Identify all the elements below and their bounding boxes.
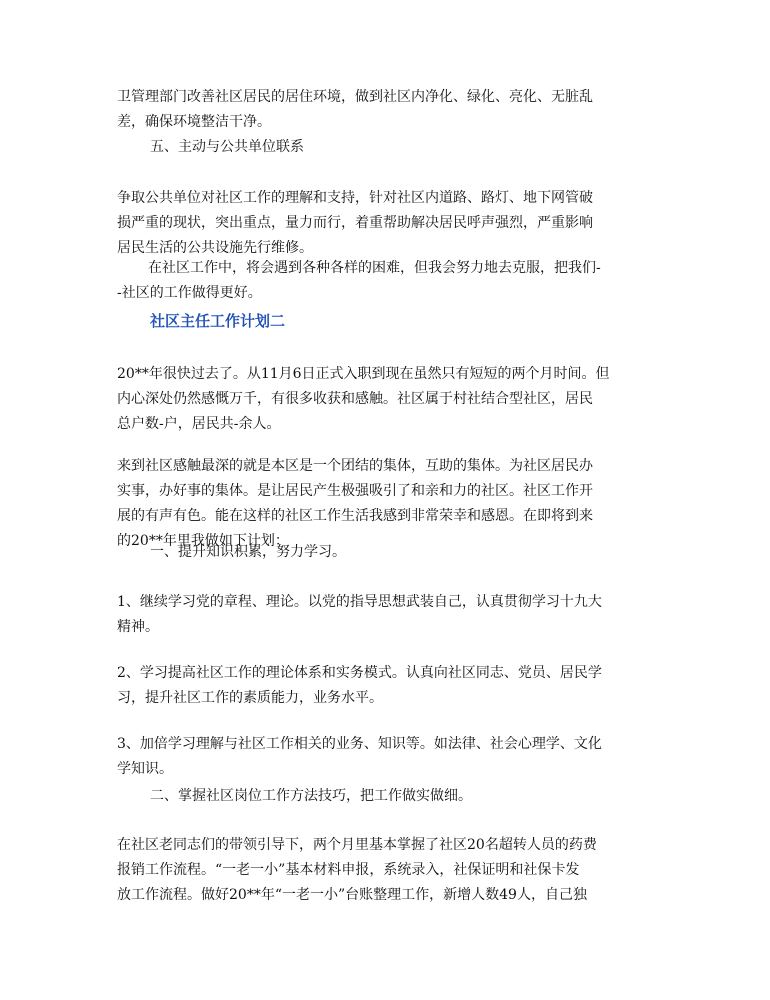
section-heading-two [150, 784, 690, 809]
paragraph-public-units [117, 186, 657, 261]
plan-two-heading: 社区主任工作计划二 [150, 312, 286, 330]
text-line: 居民生活的公共设施先行维修。 [117, 240, 313, 256]
text-line: 习，提升社区工作的素质能力，业务水平。 [117, 690, 383, 706]
section-heading-five [150, 135, 690, 160]
text-line: 二、掌握社区岗位工作方法技巧，把工作做实做细。 [150, 788, 472, 804]
text-line: 20**年很快过去了。从11月6日正式入职到现在虽然只有短短的两个月时间。但 [117, 366, 610, 382]
paragraph-community [117, 454, 657, 554]
text-line: 差，确保环境整洁干净。 [117, 114, 271, 130]
text-line: 的20**年里我做如下计划： [117, 533, 289, 549]
text-line: 内心深处仍然感慨万千，有很多收获和感触。社区属于村社结合型社区，居民 [117, 391, 593, 407]
text-line: 争取公共单位对社区工作的理解和支持，针对社区内道路、路灯、地下网管破 [117, 190, 593, 206]
text-line: 卫管理部门改善社区居民的居住环境，做到社区内净化、绿化、亮化、无脏乱 [117, 89, 593, 105]
text-line: 2、学习提高社区工作的理论体系和实务模式。认真向社区同志、党员、居民学 [117, 665, 602, 681]
list-item-3 [117, 732, 657, 782]
text-line: 学知识。 [117, 761, 173, 777]
list-item-1 [117, 590, 657, 640]
paragraph-intro [117, 362, 657, 437]
text-line: 展的有声有色。能在这样的社区工作生活我感到非常荣幸和感恩。在即将到来 [117, 508, 593, 524]
text-line: 五、主动与公共单位联系 [150, 139, 304, 155]
text-line: 一、提升知识积累，努力学习。 [150, 544, 346, 560]
text-line: 来到社区感触最深的就是本区是一个团结的集体，互助的集体。为社区居民办 [117, 458, 593, 474]
text-line: 3、加倍学习理解与社区工作相关的业务、知识等。如法律、社会心理学、文化 [117, 736, 602, 752]
text-line: 在社区工作中，将会遇到各种各样的困难，但我会努力地去克服，把我们- [148, 260, 601, 276]
text-line: 放工作流程。做好20**年“一老一小”台账整理工作，新增人数49人，自己独 [117, 887, 587, 903]
text-line: 在社区老同志们的带领引导下，两个月里基本掌握了社区20名超转人员的药费 [117, 837, 597, 853]
paragraph-environment [117, 85, 657, 135]
section-heading-one [150, 540, 690, 565]
text-line: 总户数-户，居民共-余人。 [117, 416, 281, 432]
paragraph-closing [117, 256, 657, 306]
text-line: -社区的工作做得更好。 [117, 285, 262, 301]
text-line: 报销工作流程。“一老一小”基本材料申报，系统录入，社保证明和社保卡发 [117, 862, 580, 878]
text-line: 1、继续学习党的章程、理论。以党的指导思想武装自己，认真贯彻学习十九大 [117, 594, 602, 610]
list-item-2 [117, 661, 657, 711]
text-line: 精神。 [117, 619, 159, 635]
paragraph-methods [117, 833, 657, 908]
text-line: 实事，办好事的集体。是让居民产生极强吸引了和亲和力的社区。社区工作开 [117, 483, 593, 499]
text-line: 损严重的现状，突出重点，量力而行，着重帮助解决居民呼声强烈，严重影响 [117, 215, 593, 231]
